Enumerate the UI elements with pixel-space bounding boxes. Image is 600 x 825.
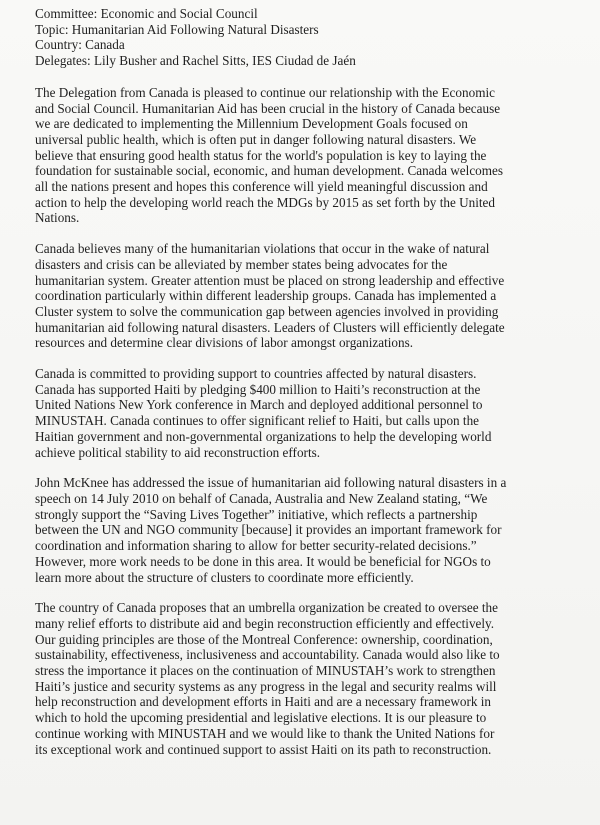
paragraph-line: humanitarian system. Greater attention must be placed on strong leadership and effective	[35, 272, 505, 288]
topic-line: Topic: Humanitarian Aid Following Natural Disasters	[35, 21, 319, 37]
paragraph-line: foundation for sustainable social, economic, and human development. Canada welcomes	[35, 163, 504, 179]
paragraph-line: Canada has supported Haiti by pledging $400 million to Haiti’s reconstruction at the	[35, 381, 481, 397]
document-header	[35, 6, 595, 69]
delegates-line: Delegates: Lily Busher and Rachel Sitts, IES Ciudad de Jaén	[35, 53, 356, 69]
paragraph-line: and Social Council. Humanitarian Aid has been crucial in the history of Canada because	[35, 100, 501, 116]
committee-line: Committee: Economic and Social Council	[35, 6, 258, 21]
paragraph-line: all the nations present and hopes this conference will yield meaningful discussion and	[35, 179, 488, 195]
paragraph-line: many relief efforts to distribute aid and begin reconstruction efficiently and effectively.	[35, 615, 495, 631]
paragraph-line: Haitian government and non-governmental organizations to help the developing world	[35, 428, 492, 444]
country-line: Country: Canada	[35, 37, 125, 53]
paragraph-line: strongly support the “Saving Lives Together” initiative, which reflects a partnership	[35, 506, 478, 522]
paragraph-line: The country of Canada proposes that an umbrella organization be created to oversee the	[35, 600, 498, 616]
paragraph-line: coordination and information sharing to allow for better security-related decisions.”	[35, 538, 477, 554]
paragraph-line: humanitarian aid following natural disasters. Leaders of Clusters will efficiently delegate	[35, 319, 505, 335]
paragraph-line: sustainability, effectiveness, inclusiveness and accountability. Canada would also like to	[35, 647, 500, 663]
paragraph-line: its exceptional work and continued support to assist Haiti on its path to reconstruction.	[35, 741, 492, 757]
paragraph-line: we are dedicated to implementing the Millennium Development Goals focused on	[35, 116, 468, 132]
paragraph-line: achieve political stability to aid reconstruction efforts.	[35, 444, 321, 460]
paragraph-line: Our guiding principles are those of the Montreal Conference: ownership, coordination,	[35, 631, 493, 647]
paragraph-humanitarian-violations	[35, 241, 595, 351]
paragraph-line: help reconstruction and development efforts in Haiti and are a necessary framework in	[35, 694, 492, 710]
paragraph-line: speech on 14 July 2010 on behalf of Canada, Australia and New Zealand stating, “We	[35, 490, 488, 506]
paragraph-line: John McKnee has addressed the issue of humanitarian aid following natural disasters in a	[35, 475, 507, 491]
paragraph-line: which to hold the upcoming presidential and legislative elections. It is our pleasure to	[35, 710, 487, 726]
paragraph-line: disasters and crisis can be alleviated by member states being advocates for the	[35, 256, 448, 272]
paragraph-line: Cluster system to solve the communication gap between agencies involved in providing	[35, 303, 499, 319]
paragraph-line: continue working with MINUSTAH and we would like to thank the United Nations for	[35, 725, 495, 741]
paragraph-line: The Delegation from Canada is pleased to continue our relationship with the Economic	[35, 84, 495, 100]
paragraph-line: Canada believes many of the humanitarian violations that occur in the wake of natural	[35, 241, 490, 257]
paragraph-line: Nations.	[35, 210, 80, 226]
paragraph-line: Canada is committed to providing support to countries affected by natural disasters.	[35, 366, 477, 382]
paragraph-line: believe that ensuring good health status for the world's population is key to laying the	[35, 147, 487, 163]
paragraph-line: between the UN and NGO community [because] it provides an important framework for	[35, 522, 502, 538]
paragraph-line: action to help the developing world reach the MDGs by 2015 as set forth by the United	[35, 194, 495, 210]
paragraph-line: universal public health, which is often put in danger following natural disasters. We	[35, 131, 477, 147]
paragraph-line: However, more work needs to be done in this area. It would be beneficial for NGOs to	[35, 553, 491, 569]
paragraph-line: resources and determine clear divisions of labor amongst organizations.	[35, 335, 414, 351]
paragraph-line: stress the importance it places on the continuation of MINUSTAH’s work to strengthen	[35, 663, 496, 679]
paragraph-proposal	[35, 600, 595, 757]
paragraph-line: MINUSTAH. Canada continues to offer significant relief to Haiti, but calls upon the	[35, 413, 480, 429]
document-body	[35, 6, 595, 772]
paragraph-mcknee-speech	[35, 475, 595, 585]
paragraph-line: learn more about the structure of clusters to coordinate more efficiently.	[35, 569, 414, 585]
paragraph-support-haiti	[35, 366, 595, 460]
paragraph-introduction	[35, 85, 595, 226]
paragraph-line: United Nations New York conference in March and deployed additional personnel to	[35, 397, 483, 413]
paragraph-line: coordination particularly within different leadership groups. Canada has implemented a	[35, 288, 497, 304]
paragraph-line: Haiti’s justice and security systems as any progress in the legal and security realms will	[35, 678, 497, 694]
